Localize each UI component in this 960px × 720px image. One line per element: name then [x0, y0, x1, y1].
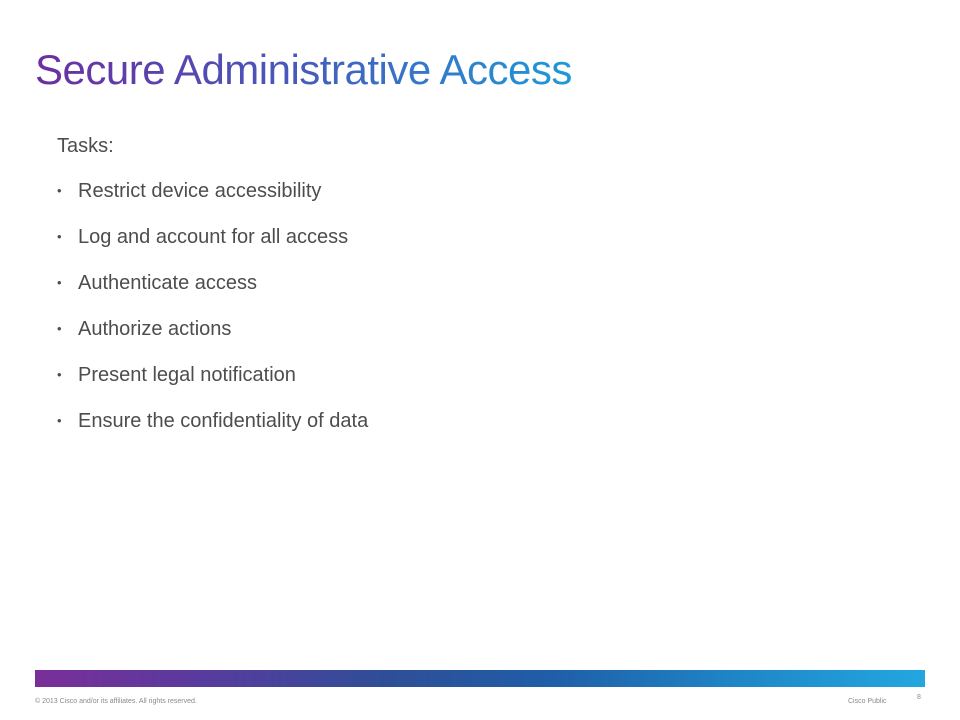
slide-title: Secure Administrative Access: [35, 43, 572, 97]
task-text: Restrict device accessibility: [78, 180, 322, 202]
classification-label: Cisco Public: [848, 698, 887, 705]
task-item: [57, 270, 368, 296]
task-text: Log and account for all access: [78, 226, 349, 248]
slide-body: [57, 133, 368, 454]
bullet-icon: •: [57, 321, 62, 336]
bullet-icon: •: [57, 183, 62, 198]
bullet-icon: •: [57, 275, 62, 290]
tasks-heading: Tasks:: [57, 135, 114, 157]
task-text: Ensure the confidentiality of data: [78, 410, 369, 432]
task-item: [57, 408, 368, 434]
page-number: 8: [917, 694, 921, 701]
task-text: Authorize actions: [78, 318, 232, 340]
bullet-icon: •: [57, 367, 62, 382]
footer-gradient-bar: [35, 670, 925, 687]
task-list: [57, 178, 368, 434]
task-item: [57, 224, 368, 250]
task-text: Present legal notification: [78, 364, 296, 386]
task-item: [57, 362, 368, 388]
bullet-icon: •: [57, 413, 62, 428]
task-text: Authenticate access: [78, 272, 257, 294]
task-item: [57, 316, 368, 342]
copyright-notice: © 2013 Cisco and/or its affiliates. All rights reserved.: [35, 698, 197, 705]
task-item: [57, 178, 368, 204]
bullet-icon: •: [57, 229, 62, 244]
